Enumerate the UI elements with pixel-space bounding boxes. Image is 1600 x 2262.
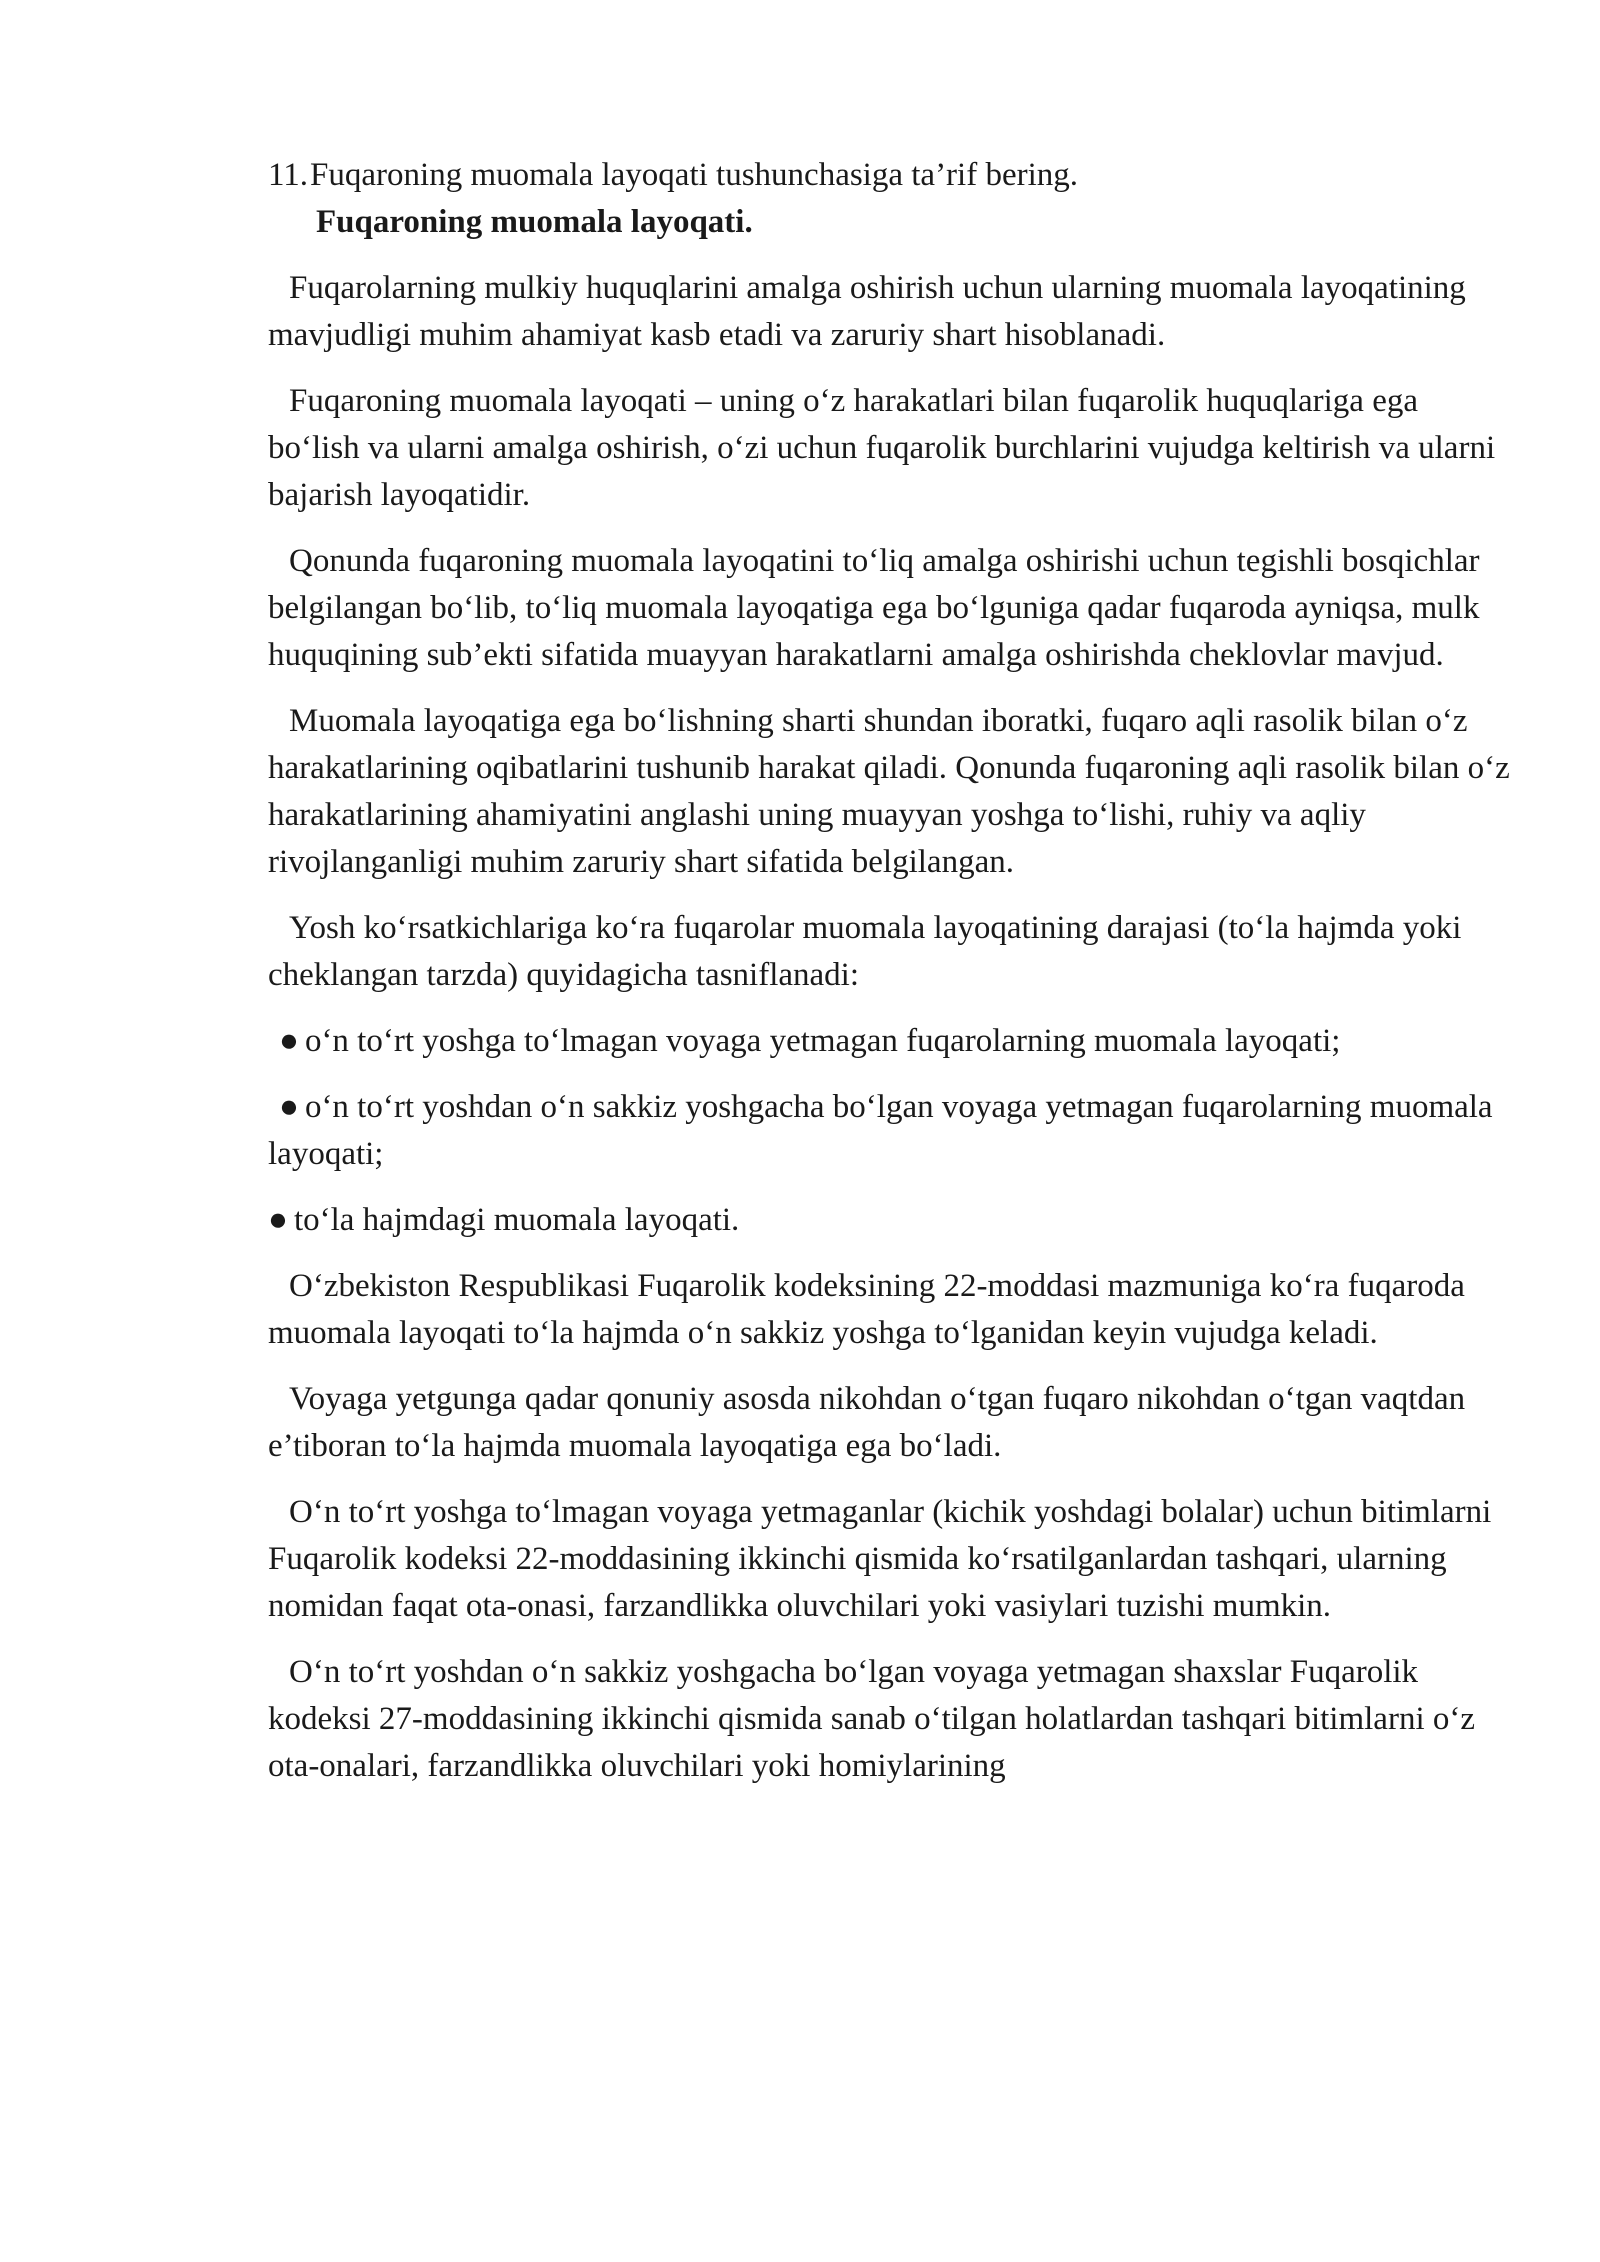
paragraph: Qonunda fuqaroning muomala layoqatini to‘liq amalga oshirishi uchun tegishli bosqichlar belgilangan bo‘lib, to‘liq muomala layoqatiga ega bo‘lguniga qadar fuqaroda ayniqsa, mulk huquqining sub’ekti sifatida muayyan harakatlarni amalga oshirishda cheklovlar mavjud. [268,543,1480,673]
bullet-text: o‘n to‘rt yoshdan o‘n sakkiz yoshgacha bo‘lgan voyaga yetmagan fuqarolarning muomala layoqati; [268,1089,1493,1172]
bullet-item [268,1018,1513,1065]
bullet-text: o‘n to‘rt yoshga to‘lmagan voyaga yetmagan fuqarolarning muomala layoqati; [304,1023,1341,1059]
paragraph: Yosh ko‘rsatkichlariga ko‘ra fuqarolar muomala layoqatining darajasi (to‘la hajmda yoki cheklangan tarzda) quyidagicha tasniflanadi: [268,910,1462,993]
paragraph: O‘n to‘rt yoshga to‘lmagan voyaga yetmaganlar (kichik yoshdagi bolalar) uchun bitimlarni Fuqarolik kodeksi 22-moddasining ikkinchi qismida ko‘rsatilganlardan tashqari, ularning nomidan faqat ota-onasi, farzandlikka oluvchilari yoki vasiylari tuzishi mumkin. [268,1494,1492,1624]
paragraph: O‘n to‘rt yoshdan o‘n sakkiz yoshgacha bo‘lgan voyaga yetmagan shaxslar Fuqarolik kodeksi 27-moddasining ikkinchi qismida sanab o‘tilgan holatlardan tashqari bitimlarni o‘z ota-onalari, farzandlikka oluvchilari yoki homiylarining [268,1654,1475,1784]
paragraph: Muomala layoqatiga ega bo‘lishning sharti shundan iboratki, fuqaro aqli rasolik bilan o‘z harakatlarining oqibatlarini tushunib harakat qiladi. Qonunda fuqaroning aqli rasolik bilan o‘z harakatlarining ahamiyatini anglashi uning muayyan yoshga to‘lishi, ruhiy va aqliy rivojlanganligi muhim zaruriy shart sifatida belgilangan. [268,703,1510,880]
document-page [268,152,1513,1809]
bullet-dot-icon: ● [279,1023,299,1059]
question-line [268,152,1513,199]
bullet-dot-icon: ● [279,1089,299,1125]
bullet-item [268,1084,1513,1178]
paragraph: Voyaga yetgunga qadar qonuniy asosda nikohdan o‘tgan fuqaro nikohdan o‘tgan vaqtdan e’tiboran to‘la hajmda muomala layoqatiga ega bo‘ladi. [268,1381,1466,1464]
question-number: 11. [268,157,309,193]
paragraph: Fuqaroning muomala layoqati – uning o‘z harakatlari bilan fuqarolik huquqlariga ega bo‘lish va ularni amalga oshirish, o‘zi uchun fuqarolik burchlarini vujudga keltirish va ularni bajarish layoqatidir. [268,383,1496,513]
bullet-text: to‘la hajmdagi muomala layoqati. [293,1202,740,1238]
paragraph: O‘zbekiston Respublikasi Fuqarolik kodeksining 22-moddasi mazmuniga ko‘ra fuqaroda muomala layoqati to‘la hajmda o‘n sakkiz yoshga to‘lganidan keyin vujudga keladi. [268,1268,1465,1351]
question-text: Fuqaroning muomala layoqati tushunchasiga ta’rif bering. [310,157,1079,193]
paragraph: Fuqarolarning mulkiy huquqlarini amalga oshirish uchun ularning muomala layoqatining mavjudligi muhim ahamiyat kasb etadi va zaruriy shart hisoblanadi. [268,270,1466,353]
section-heading: Fuqaroning muomala layoqati. [316,204,753,240]
bullet-item [268,1197,1513,1244]
bullet-dot-icon: ● [268,1202,288,1238]
